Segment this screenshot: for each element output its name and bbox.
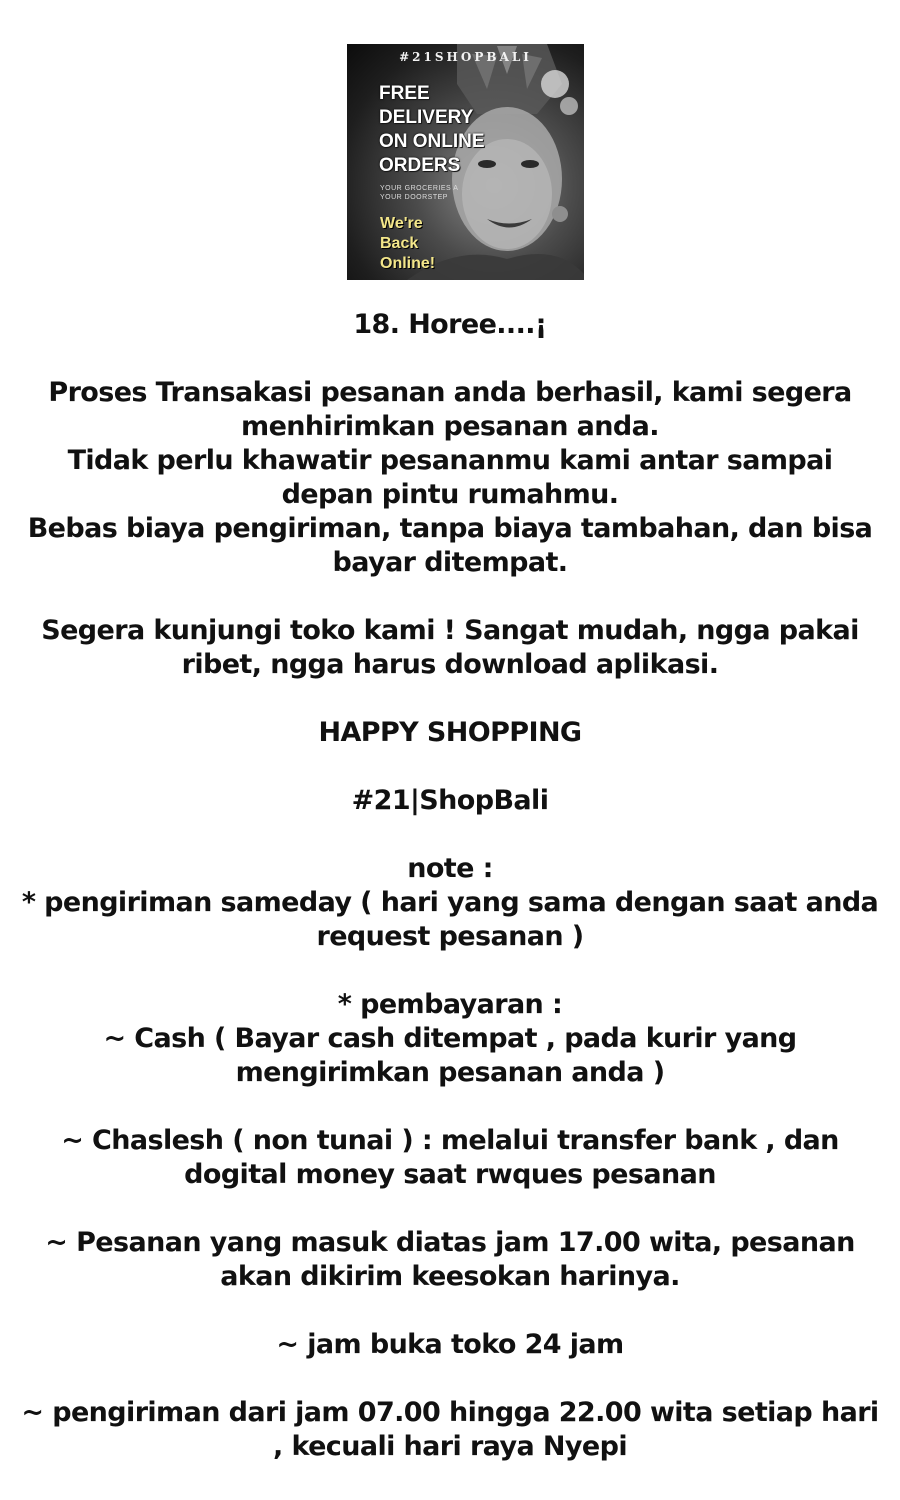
hashtag-text: #21|ShopBali: [351, 785, 549, 816]
banner-back-line: Back: [380, 235, 419, 252]
message-title: 18. Horee....¡: [353, 309, 547, 340]
banner-subline-line: YOUR DOORSTEP: [380, 194, 448, 201]
message-paragraph-line: Bebas biaya pengiriman, tanpa biaya tambahan, dan bisa bayar ditempat.: [27, 513, 873, 578]
banner-back-line: Online!: [380, 255, 436, 272]
promo-banner-image: [347, 44, 584, 280]
payment-cash: ~ Cash ( Bayar cash ditempat , pada kurir yang mengirimkan pesanan anda ): [103, 1023, 797, 1088]
open-hours-note: ~ jam buka toko 24 jam: [276, 1329, 624, 1360]
banner-back-online: [380, 214, 500, 274]
message-paragraph-line: Tidak perlu khawatir pesananmu kami antar sampai depan pintu rumahmu.: [67, 445, 833, 510]
banner-headline-line: DELIVERY: [379, 107, 474, 128]
banner-headline-line: FREE: [379, 83, 430, 104]
banner-headline-line: ORDERS: [379, 155, 461, 176]
banner-subline-line: YOUR GROCERIES A: [380, 185, 459, 192]
message-paragraph-line: Proses Transakasi pesanan anda berhasil, kami segera menhirimkan pesanan anda.: [48, 377, 852, 442]
banner-headline: [379, 82, 579, 178]
banner-back-line: We're: [380, 215, 423, 232]
order-cutoff-note: ~ Pesanan yang masuk diatas jam 17.00 wita, pesanan akan dikirim keesokan harinya.: [45, 1227, 855, 1292]
note-sameday: * pengiriman sameday ( hari yang sama dengan saat anda request pesanan ): [21, 887, 879, 952]
banner-subline: [380, 184, 550, 202]
banner-headline-line: ON ONLINE: [379, 131, 485, 152]
note-label: note :: [407, 853, 493, 884]
banner-brand: #21SHOPBALI: [399, 50, 532, 64]
delivery-hours-note: ~ pengiriman dari jam 07.00 hingga 22.00 wita setiap hari , kecuali hari raya Nyepi: [21, 1397, 879, 1462]
payment-label: * pembayaran :: [337, 989, 563, 1020]
visit-store-text: Segera kunjungi toko kami ! Sangat mudah, ngga pakai ribet, ngga harus download aplikasi.: [41, 615, 859, 680]
message-body: [20, 308, 880, 1464]
payment-cashless: ~ Chaslesh ( non tunai ) : melalui transfer bank , dan dogital money saat rwques pesanan: [61, 1125, 839, 1190]
happy-shopping-text: HAPPY SHOPPING: [318, 717, 582, 748]
